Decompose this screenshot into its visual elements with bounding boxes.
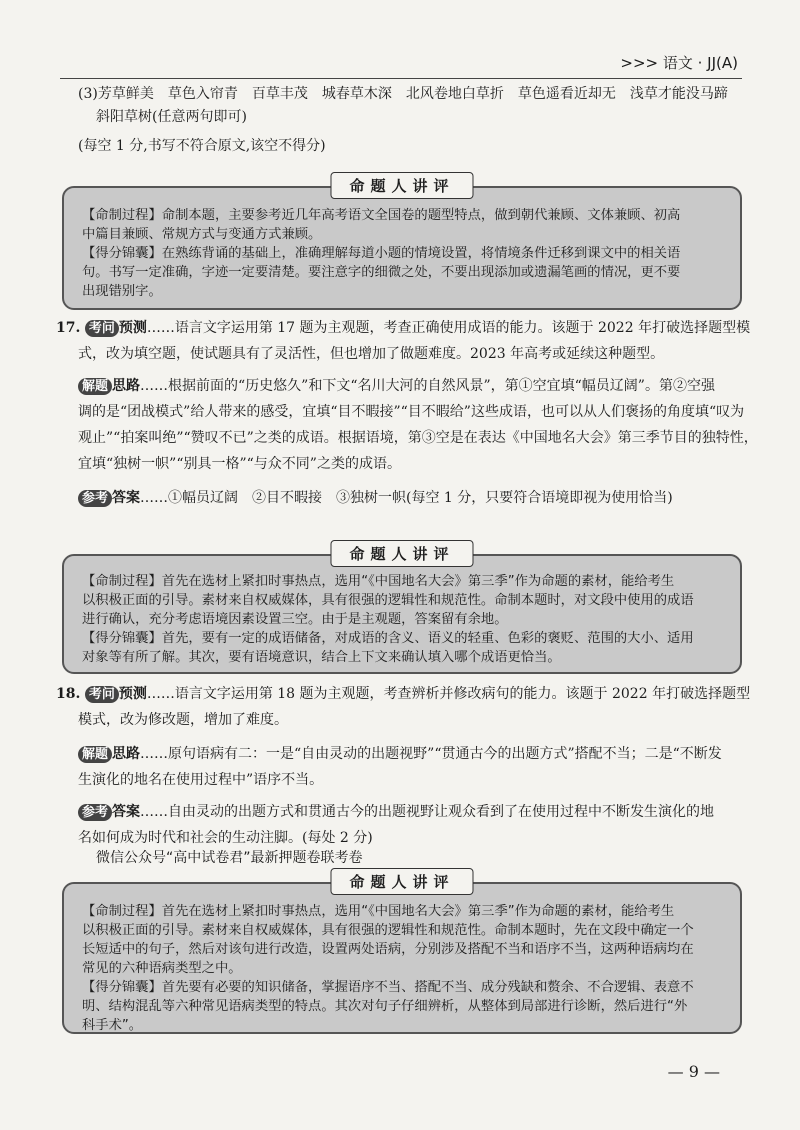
tag-badge: 解题 [78,378,112,395]
analysis-text: 调的是“团战模式”给人带来的感受，宜填“目不暇接”“目不暇给”这些成语，也可以从人们褒扬的角度填“叹为 [78,404,745,420]
box-line: 【得分锦囊】首先要有必要的知识储备，掌握语序不当、搭配不当、成分残缺和赘余、不合逻辑、表意不 [82,980,694,995]
question-18-line [56,684,750,704]
box-line: 长短适中的句子，然后对该句进行改造，设置两处语病，分别涉及搭配不当和语序不当，这两种语病均在 [82,942,694,957]
question-text: 式，改为填空题，使试题具有了灵活性，但也增加了做题难度。2023 年高考或延续这种题型。 [78,346,665,362]
answer-line-3-cont: 斜阳草树(任意两句即可) [96,109,247,125]
answer-line [78,802,714,822]
commentary-title: 命题人讲评 [330,868,473,895]
box-line: 出现错别字。 [82,284,162,299]
box-line: 句。书写一定准确，字迹一定要清楚。要注意字的细微之处，不要出现添加或遗漏笔画的情况，更不要 [82,265,681,280]
box-line: 以积极正面的引导。素材来自权威媒体，具有很强的逻辑性和规范性。命制本题时，对文段中使用的成语 [82,593,694,608]
tag-word: 答案 [112,490,141,506]
answer-text: 名如何成为时代和社会的生动注脚。(每处 2 分) [78,830,373,846]
box-line: 【命制过程】命制本题，主要参考近几年高考语文全国卷的题型特点，做到朝代兼顾、文体兼顾、初高 [82,208,681,223]
box-line: 【命制过程】首先在选材上紧扣时事热点，选用“《中国地名大会》第三季”作为命题的素材，能给考生 [82,904,675,919]
analysis-line [78,376,715,396]
analysis-line [78,744,722,764]
answer-line-3: (3)芳草鲜美 草色入帘青 百草丰茂 城春草木深 北风卷地白草折 草色遥看近却无 浅草才能没马蹄 [78,86,728,102]
answer-text: ……①幅员辽阔 ②目不暇接 ③独树一帜(每空 1 分，只要符合语境即视为使用恰当) [140,490,673,506]
tag-word: 思路 [112,378,141,394]
tag-badge: 解题 [78,746,112,763]
analysis-text: 生演化的地名在使用过程中”语序不当。 [78,772,324,788]
section-label: >>> 语文 · JJ(A) [620,54,738,72]
tag-word: 预测 [118,686,147,702]
tag-word: 预测 [118,320,147,336]
commentary-title: 命题人讲评 [330,172,473,199]
analysis-text: ……根据前面的“历史悠久”和下文“名川大河的自然风景”，第①空宜填“幅员辽阔”。第②空强 [140,378,715,394]
box-line: 【得分锦囊】在熟练背诵的基础上，准确理解每道小题的情境设置，将情境条件迁移到课文中的相关语 [82,246,681,261]
tag-badge: 考问 [85,686,119,703]
commentary-box-1 [62,177,742,310]
analysis-text: 宜填“独树一帜”“别具一格”“与众不同”之类的成语。 [78,456,401,472]
page-number: — 9 — [667,1062,720,1081]
question-number: 18. [56,686,81,702]
scoring-note: (每空 1 分,书写不符合原文,该空不得分) [78,138,326,154]
answer-line [78,488,673,508]
box-line: 以积极正面的引导。素材来自权威媒体，具有很强的逻辑性和规范性。命制本题时，先在文段中确定一个 [82,923,694,938]
tag-word: 答案 [112,804,141,820]
question-17-line [56,318,750,338]
box-line: 【得分锦囊】首先，要有一定的成语储备，对成语的含义、语义的轻重、色彩的褒贬、范围的大小、适用 [82,631,694,646]
question-text: ……语言文字运用第 18 题为主观题，考查辨析并修改病句的能力。该题于 2022 年打破选择题型 [146,686,751,702]
header-rule [60,78,742,79]
tag-badge: 考问 [85,320,119,337]
question-text: 模式，改为修改题，增加了难度。 [78,712,288,728]
box-line: 进行确认，充分考虑语境因素设置三空。由于是主观题，答案留有余地。 [82,612,508,627]
question-number: 17. [56,320,81,336]
page-header [0,44,800,74]
box-line: 明、结构混乱等六种常见语病类型的特点。其次对句子仔细辨析，从整体到局部进行诊断，然后进行“外 [82,999,688,1014]
tag-badge: 参考 [78,804,112,821]
box-line: 科手术”。 [82,1018,143,1033]
box-line: 对象等有所了解。其次，要有语境意识，结合上下文来确认填入哪个成语更恰当。 [82,650,561,665]
analysis-text: ……原句语病有二：一是“自由灵动的出题视野”“贯通古今的出题方式”搭配不当；二是“不断发 [140,746,722,762]
watermark-note: 微信公众号“高中试卷君”最新押题卷联考卷 [96,850,363,866]
box-line: 中篇目兼顾、常规方式与变通方式兼顾。 [82,227,322,242]
commentary-title: 命题人讲评 [330,540,473,567]
analysis-text: 观止”“拍案叫绝”“赞叹不已”之类的成语。根据语境，第③空是在表达《中国地名大会》第三季节目的独特性， [78,430,758,446]
answer-text: ……自由灵动的出题方式和贯通古今的出题视野让观众看到了在使用过程中不断发生演化的地 [140,804,715,820]
commentary-box-2 [62,545,742,674]
box-line: 【命制过程】首先在选材上紧扣时事热点，选用“《中国地名大会》第三季”作为命题的素材，能给考生 [82,574,675,589]
tag-word: 思路 [112,746,141,762]
question-text: ……语言文字运用第 17 题为主观题，考查正确使用成语的能力。该题于 2022 年打破选择题型模 [146,320,751,336]
box-line: 常见的六种语病类型之中。 [82,961,242,976]
commentary-box-3 [62,873,742,1034]
tag-badge: 参考 [78,490,112,507]
